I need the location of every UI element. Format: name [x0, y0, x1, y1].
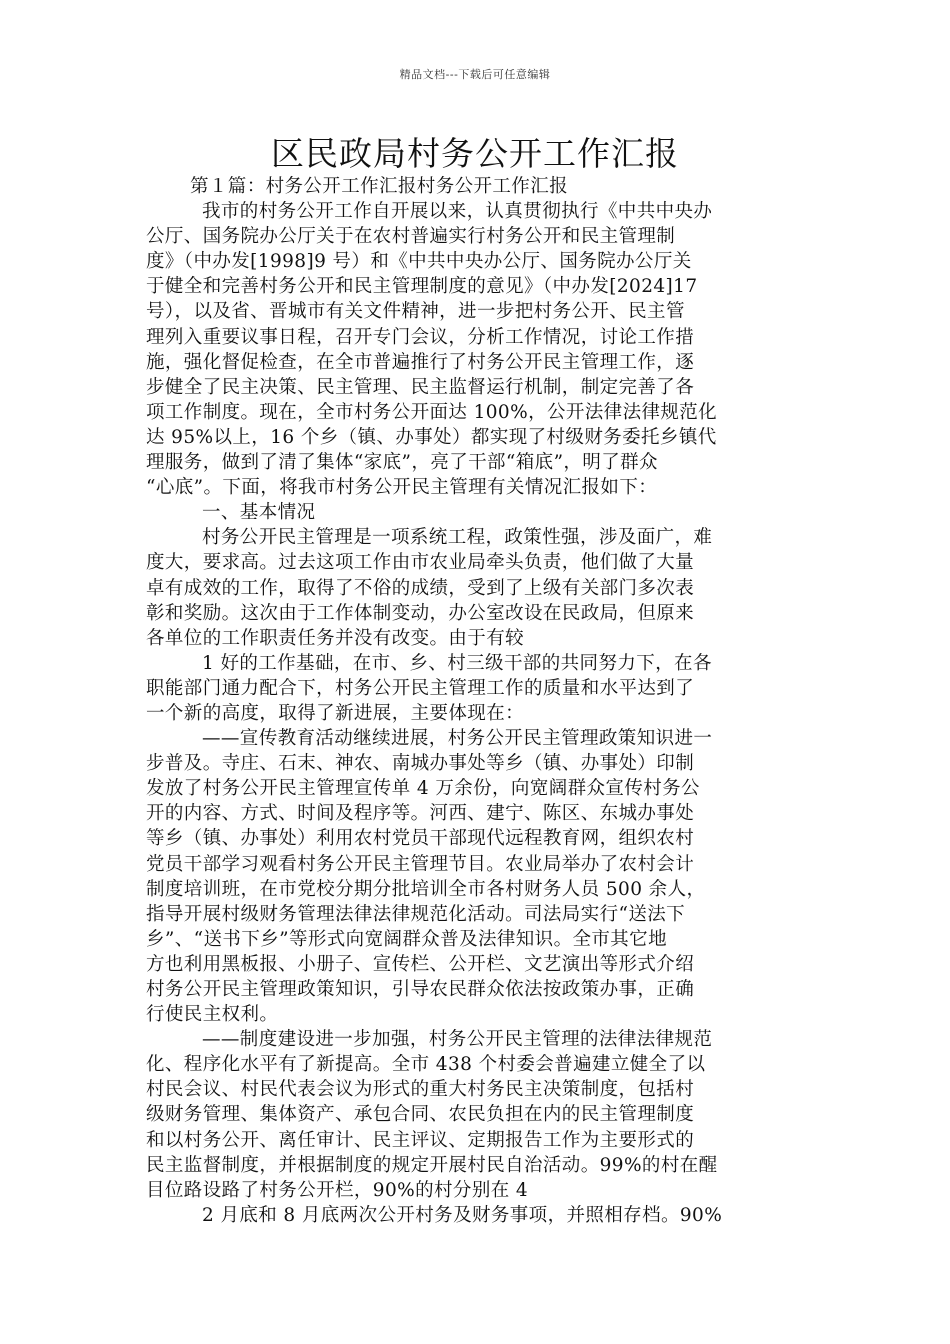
text-line: 乡”、“送书下乡”等形式向宽阔群众普及法律知识。全市其它地 [146, 928, 667, 950]
text-line: 1 好的工作基础，在市、乡、村三级干部的共同努力下，在各 [202, 652, 712, 674]
text-line: 党员干部学习观看村务公开民主管理节目。农业局举办了农村会计 [146, 853, 695, 875]
text-line: 目位路设路了村务公开栏，90%的村分别在 4 [146, 1179, 529, 1201]
text-line: 行使民主权利。 [146, 1004, 279, 1026]
text-line: 理服务，做到了清了集体“家底”，亮了干部“箱底”，明了群众 [146, 452, 658, 474]
document-body [146, 174, 806, 1228]
text-line: 度大，要求高。过去这项工作由市农业局牵头负责，他们做了大量 [146, 552, 695, 574]
text-line: 达 95%以上，16 个乡（镇、办事处）都实现了村级财务委托乡镇代 [146, 426, 717, 448]
text-line: 村务公开民主管理政策知识，引导农民群众依法按政策办事，正确 [146, 979, 695, 1000]
text-line: 号），以及省、晋城市有关文件精神，进一步把村务公开、民主管 [146, 301, 685, 323]
document-title: 区民政局村务公开工作汇报 [271, 134, 679, 173]
text-line: 村民会议、村民代表会议为形式的重大村务民主决策制度，包括村 [146, 1079, 695, 1101]
text-line: 步普及。寺庄、石末、神农、南城办事处等乡（镇、办事处）印制 [146, 753, 695, 775]
text-line: ——宣传教育活动继续进展，村务公开民主管理政策知识进一 [202, 728, 713, 750]
text-line: 公厅、国务院办公厅关于在农村普遍实行村务公开和民主管理制 [146, 226, 676, 248]
text-line: 化、程序化水平有了新提高。全市 438 个村委会普遍建立健全了以 [146, 1054, 706, 1076]
text-line: 开的内容、方式、时间及程序等。河西、建宁、陈区、东城办事处 [146, 803, 695, 825]
text-line: 民主监督制度，并根据制度的规定开展村民自治活动。99%的村在醒 [146, 1154, 718, 1176]
text-line: 一、基本情况 [202, 502, 316, 524]
text-line: 一个新的高度，取得了新进展，主要体现在： [146, 702, 525, 724]
text-line: 指导开展村级财务管理法律法律规范化活动。司法局实行“送法下 [146, 903, 686, 925]
text-line: 各单位的工作职责任务并没有改变。由于有较 [146, 627, 525, 649]
text-line: 2 月底和 8 月底两次公开村务及财务事项，并照相存档。90% [202, 1204, 723, 1226]
text-line: 彰和奖励。这次由于工作体制变动，办公室改设在民政局，但原来 [146, 602, 695, 624]
text-line: 我市的村务公开工作自开展以来，认真贯彻执行《中共中央办 [202, 201, 713, 223]
page-header: 精品文档---下载后可任意编辑 [399, 68, 551, 81]
text-line: 等乡（镇、办事处）利用农村党员干部现代远程教育网，组织农村 [146, 828, 695, 850]
text-line: 职能部门通力配合下，村务公开民主管理工作的质量和水平达到了 [146, 677, 695, 699]
text-line: 度》（中办发[1998]9 号）和《中共中央办公厅、国务院办公厅关 [146, 251, 692, 273]
text-line: 村务公开民主管理是一项系统工程，政策性强，涉及面广，难 [202, 527, 713, 549]
text-line: ——制度建设进一步加强，村务公开民主管理的法律法律规范 [202, 1029, 713, 1051]
text-line: 级财务管理、集体资产、承包合同、农民负担在内的民主管理制度 [146, 1104, 695, 1126]
text-line: 方也利用黑板报、小册子、宣传栏、公开栏、文艺演出等形式介绍 [146, 953, 695, 975]
text-line: “心底”。下面，将我市村务公开民主管理有关情况汇报如下： [146, 477, 658, 499]
text-line: 和以村务公开、离任审计、民主评议、定期报告工作为主要形式的 [146, 1129, 695, 1151]
text-line: 第１篇：村务公开工作汇报村务公开工作汇报 [190, 176, 569, 197]
text-line: 项工作制度。现在，全市村务公开面达 100%，公开法律法律规范化 [146, 401, 718, 423]
text-line: 步健全了民主决策、民主管理、民主监督运行机制，制定完善了各 [146, 376, 695, 398]
text-line: 制度培训班，在市党校分期分批培训全市各村财务人员 500 余人， [146, 878, 706, 900]
text-line: 卓有成效的工作，取得了不俗的成绩，受到了上级有关部门多次表 [146, 577, 695, 599]
text-line: 理列入重要议事日程，召开专门会议，分析工作情况，讨论工作措 [146, 326, 695, 348]
text-line: 于健全和完善村务公开和民主管理制度的意见》（中办发[2024]17 [146, 276, 698, 298]
text-line: 发放了村务公开民主管理宣传单 4 万余份，向宽阔群众宣传村务公 [146, 778, 700, 800]
text-line: 施，强化督促检查，在全市普遍推行了村务公开民主管理工作，逐 [146, 351, 695, 373]
